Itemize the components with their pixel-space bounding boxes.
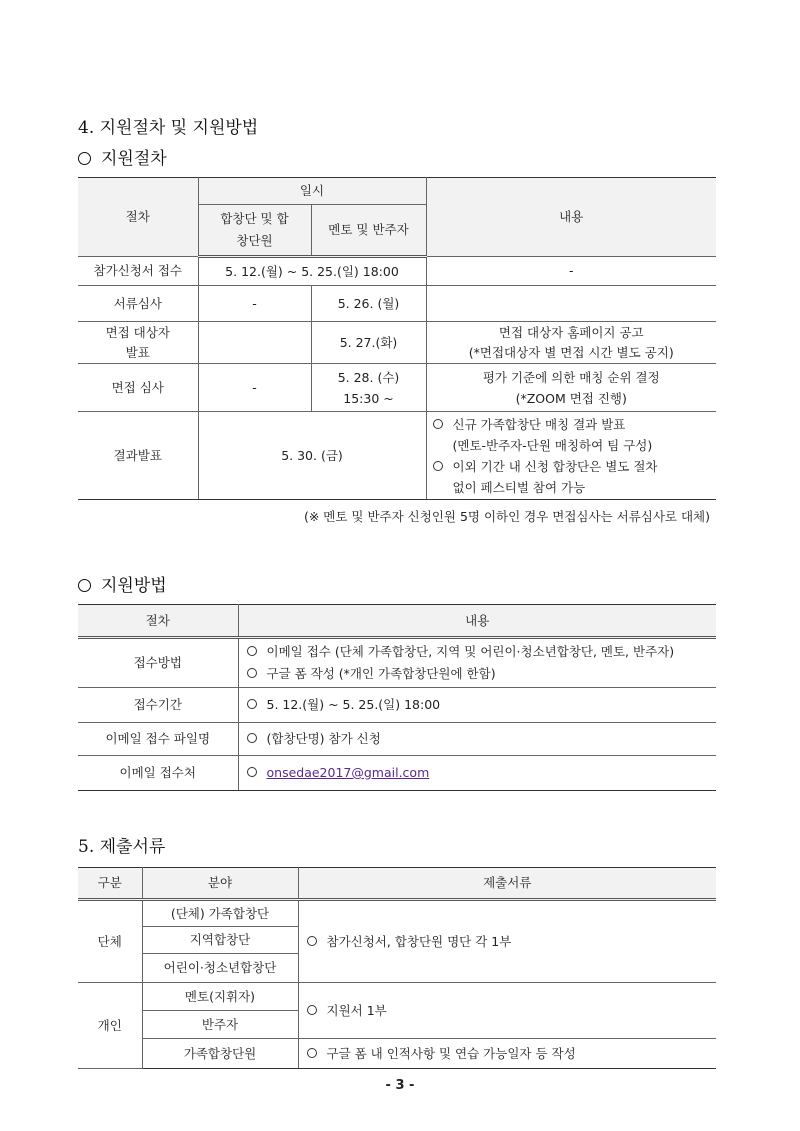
docs-field-mentor: 멘토(지휘자): [142, 983, 298, 1011]
method-row-filename-content: [238, 723, 716, 756]
org-docs-text: 참가신청서, 합창단원 명단 각 1부: [326, 933, 512, 949]
method-title: 지원방법: [101, 576, 167, 596]
email-link[interactable]: onsedae2017@gmail.com: [266, 765, 430, 780]
interview-time: 15:30 ~: [343, 390, 394, 406]
row-result-step: 결과발표: [78, 412, 198, 500]
section-4-title: 4. 지원절차 및 지원방법: [78, 118, 259, 138]
row-application-step: 참가신청서 접수: [78, 257, 198, 286]
docs-header-type: 구분: [78, 868, 142, 900]
result-item2-line2: 없이 페스티벌 참여 가능: [452, 479, 586, 495]
row-interview-notice-mentor: 5. 27.(화): [311, 322, 426, 364]
page-number: - 3 -: [385, 1078, 415, 1093]
hollow-circle-icon: [247, 767, 257, 777]
method-row-period-content: [238, 688, 716, 723]
row-interview-notice-content: [426, 322, 716, 364]
hollow-circle-icon: [307, 936, 317, 946]
procedure-heading: [78, 144, 167, 169]
docs-field-youth-choir: 어린이·청소년합창단: [142, 954, 298, 983]
method-row-email-content: [238, 756, 716, 791]
individual-docs-a-text: 지원서 1부: [326, 1002, 387, 1018]
method-row-submit-step: 접수방법: [78, 638, 238, 688]
row-interview-notice-choir: [198, 322, 311, 364]
interview-notice-line1: 면접 대상자 홈페이지 공고: [498, 324, 644, 340]
method-row-email-step: 이메일 접수처: [78, 756, 238, 791]
interview-content-line2: (*ZOOM 면접 진행): [515, 390, 627, 406]
docs-group-individual-docs-b: [298, 1039, 716, 1069]
method-header-step: 절차: [78, 605, 238, 638]
result-item1-line2: (멘토-반주자-단원 매칭하여 팀 구성): [452, 437, 653, 453]
method-table: [78, 604, 716, 791]
row-interview-step: 면접 심사: [78, 364, 198, 412]
row-interview-mentor: [311, 364, 426, 412]
documents-table: [78, 867, 716, 1069]
docs-group-individual-docs-a: [298, 983, 716, 1039]
docs-field-accompanist: 반주자: [142, 1011, 298, 1039]
hollow-circle-icon: [247, 733, 257, 743]
hollow-circle-icon: [247, 699, 257, 709]
docs-field-regional-choir: 지역합창단: [142, 927, 298, 954]
interview-content-line1: 평가 기준에 의한 매칭 순위 결정: [482, 369, 660, 385]
docs-field-family-choir: (단체) 가족합창단: [142, 900, 298, 927]
row-document-content: [426, 286, 716, 322]
period-text: 5. 12.(월) ~ 5. 25.(일) 18:00: [266, 697, 441, 712]
header-step: 절차: [78, 178, 198, 257]
row-document-choir: -: [198, 286, 311, 322]
header-mentor: 멘토 및 반주자: [311, 205, 426, 257]
header-choir: 합창단 및 합창단원: [198, 205, 311, 257]
row-result-content: [426, 412, 716, 500]
row-interview-notice-step: 면접 대상자 발표: [78, 322, 198, 364]
interview-date: 5. 28. (수): [337, 369, 400, 385]
hollow-circle-icon: [307, 1048, 317, 1058]
method-row-submit-content: [238, 638, 716, 688]
hollow-circle-icon: [78, 579, 91, 592]
submit-google-form-item: 구글 폼 작성 (*개인 가족합창단원에 한함): [266, 666, 496, 681]
procedure-table: [78, 177, 716, 500]
individual-docs-b-text: 구글 폼 내 인적사항 및 연습 가능일자 등 작성: [326, 1045, 576, 1061]
row-result-date: 5. 30. (금): [198, 412, 426, 500]
row-interview-content: [426, 364, 716, 412]
method-row-filename-step: 이메일 접수 파일명: [78, 723, 238, 756]
header-schedule: 일시: [198, 178, 426, 205]
hollow-circle-icon: [247, 668, 257, 678]
row-document-mentor: 5. 26. (월): [311, 286, 426, 322]
row-application-content: -: [426, 257, 716, 286]
row-document-step: 서류심사: [78, 286, 198, 322]
row-interview-choir: -: [198, 364, 311, 412]
method-heading: [78, 571, 167, 596]
docs-group-org-docs: [298, 900, 716, 983]
method-row-period-step: 접수기간: [78, 688, 238, 723]
docs-field-family-member: 가족합창단원: [142, 1039, 298, 1069]
hollow-circle-icon: [433, 419, 443, 429]
section-5-title: 5. 제출서류: [78, 837, 166, 857]
docs-group-org-type: 단체: [78, 900, 142, 983]
row-application-date: 5. 12.(월) ~ 5. 25.(일) 18:00: [198, 257, 426, 286]
hollow-circle-icon: [307, 1005, 317, 1015]
hollow-circle-icon: [433, 461, 443, 471]
interview-notice-line2: (*면접대상자 별 면접 시간 별도 공지): [468, 344, 674, 360]
method-header-content: 내용: [238, 605, 716, 638]
result-item1-line1: 신규 가족합창단 매칭 결과 발표: [452, 416, 626, 432]
hollow-circle-icon: [247, 646, 257, 656]
hollow-circle-icon: [78, 152, 91, 165]
procedure-title: 지원절차: [101, 149, 167, 169]
docs-header-docs: 제출서류: [298, 868, 716, 900]
docs-header-field: 분야: [142, 868, 298, 900]
result-item2-line1: 이외 기간 내 신청 합창단은 별도 절차: [452, 458, 658, 474]
filename-text: (합창단명) 참가 신청: [266, 731, 381, 746]
header-content: 내용: [426, 178, 716, 257]
procedure-note: (※ 멘토 및 반주자 신청인원 5명 이하인 경우 면접심사는 서류심사로 대체): [303, 509, 710, 524]
submit-email-item: 이메일 접수 (단체 가족합창단, 지역 및 어린이·청소년합창단, 멘토, 반주자): [266, 644, 675, 659]
docs-group-individual-type: 개인: [78, 983, 142, 1069]
